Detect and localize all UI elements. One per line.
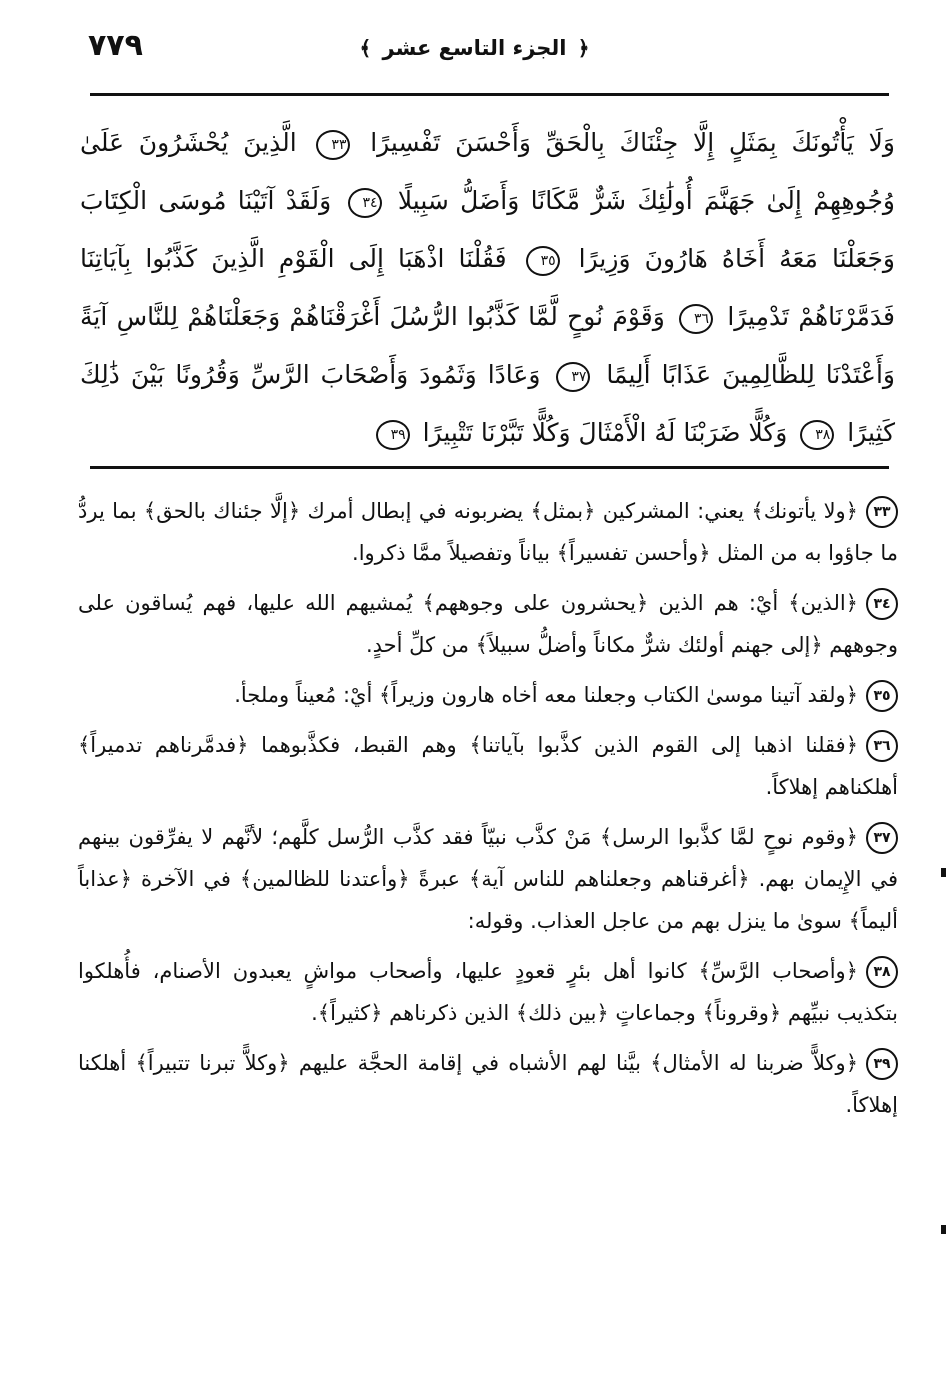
aya-number-marker: ٣٦ <box>679 304 713 334</box>
note-text: ﴿وكلاًّ ضربنا له الأمثال﴾ بيَّنا لهم الأشباه في إقامة الحجَّة عليهم ﴿وكلاًّ تبرنا تتبيراً﴾ أهلكنا إهلاكاً. <box>78 1051 898 1117</box>
aya-number-marker: ٣٣ <box>316 130 350 160</box>
note-text: ﴿وقوم نوحٍ لمَّا كذَّبوا الرسل﴾ مَنْ كذَّب نبيّاً فقد كذَّب الرُّسل كلَّهم؛ لأنَّهم لا يفرِّقون بينهم في الإِيمان بهم. ﴿أغرقناهم وجعلناهم للناس آية﴾ عبرةً ﴿وأعتدنا للظالمين﴾ في الآخرة ﴿عذاباً أليماً﴾ سوىٰ ما ينزل بهم من عاجل العذاب. وقوله: <box>78 825 898 933</box>
scan-edge-mark <box>941 1225 946 1234</box>
section-divider <box>90 466 889 469</box>
tafsir-note <box>78 724 898 808</box>
scan-edge-mark <box>941 868 946 877</box>
verse-text: الَّذِينَ يُحْشَرُونَ عَلَىٰ وُجُوهِهِمْ إِلَىٰ جَهَنَّمَ أُولَٰئِكَ شَرٌّ مَّكَانًا وَأَضَلُّ سَبِيلًا <box>80 128 895 215</box>
note-text: ﴿فقلنا اذهبا إلى القوم الذين كذَّبوا بآياتنا﴾ وهم القبط، فكذَّبوهما ﴿فدمَّرناهم تدميراً﴾ أهلكناهم إهلاكاً. <box>78 733 898 799</box>
note-text: ﴿ولقد آتينا موسىٰ الكتاب وجعلنا معه أخاه هارون وزيراً﴾ أيْ: مُعيناً وملجأ. <box>234 683 858 707</box>
header-rule <box>90 93 889 96</box>
header-ornament-left: ﴾ <box>359 36 372 60</box>
verse-text: وَقَوْمَ نُوحٍ لَّمَّا كَذَّبُوا الرُّسُلَ أَغْرَقْنَاهُمْ وَجَعَلْنَاهُمْ لِلنَّاسِ آيَةً وَأَعْتَدْنَا لِلظَّالِمِينَ عَذَابًا أَلِيمًا <box>80 302 895 389</box>
header-ornament-right: ﴿ <box>577 36 590 60</box>
tafsir-block <box>78 490 898 1134</box>
note-number-marker: ٣٧ <box>866 822 898 854</box>
tafsir-note <box>78 816 898 942</box>
tafsir-note <box>78 674 898 716</box>
note-number-marker: ٣٣ <box>866 496 898 528</box>
aya-number-marker: ٣٩ <box>376 420 410 450</box>
note-number-marker: ٣٥ <box>866 680 898 712</box>
verse-text: وَعَادًا وَثَمُودَ وَأَصْحَابَ الرَّسِّ وَقُرُونًا بَيْنَ ذَٰلِكَ كَثِيرًا <box>80 360 895 447</box>
aya-number-marker: ٣٧ <box>556 362 590 392</box>
aya-number-marker: ٣٨ <box>800 420 834 450</box>
running-header <box>0 36 949 60</box>
verse-text: وَكُلًّا ضَرَبْنَا لَهُ الْأَمْثَالَ وَكُلًّا تَبَّرْنَا تَتْبِيرًا <box>422 418 788 447</box>
note-number-marker: ٣٤ <box>866 588 898 620</box>
verse-text: وَلَا يَأْتُونَكَ بِمَثَلٍ إِلَّا جِئْنَاكَ بِالْحَقِّ وَأَحْسَنَ تَفْسِيرًا <box>370 128 895 157</box>
note-number-marker: ٣٨ <box>866 956 898 988</box>
note-text: ﴿الذين﴾ أيْ: هم الذين ﴿يحشرون على وجوههم﴾ يُمشيهم الله عليها، فهم يُساقون على وجوههم ﴿إلى جهنم أولئك شرٌّ مكاناً وأضلُّ سبيلاً﴾ من كلِّ أحدٍ. <box>78 591 898 657</box>
tafsir-note <box>78 950 898 1034</box>
note-text: ﴿وأصحاب الرَّسِّ﴾ كانوا أهل بئرٍ قعودٍ عليها، وأصحاب مواشٍ يعبدون الأصنام، فأُهلكوا بتكذيب نبيِّهم ﴿وقروناً﴾ وجماعاتٍ ﴿بين ذلك﴾ الذين ذكرناهم ﴿كثيراً﴾. <box>78 959 898 1025</box>
note-text: ﴿ولا يأتونك﴾ يعني: المشركين ﴿بمثل﴾ يضربونه في إبطال أمرك ﴿إلَّا جئناك بالحق﴾ بما يردُّ ما جاؤوا به من المثل ﴿وأحسن تفسيراً﴾ بياناً وتفصيلاً ممَّا ذكروا. <box>78 499 898 565</box>
aya-number-marker: ٣٥ <box>526 246 560 276</box>
note-number-marker: ٣٩ <box>866 1048 898 1080</box>
tafsir-note <box>78 1042 898 1126</box>
tafsir-note <box>78 490 898 574</box>
verse-text: وَلَقَدْ آتَيْنَا مُوسَى الْكِتَابَ وَجَعَلْنَا مَعَهُ أَخَاهُ هَارُونَ وَزِيرًا <box>80 186 896 273</box>
note-number-marker: ٣٦ <box>866 730 898 762</box>
verse-text: فَقُلْنَا اذْهَبَا إِلَى الْقَوْمِ الَّذِينَ كَذَّبُوا بِآيَاتِنَا فَدَمَّرْنَاهُمْ تَدْمِيرًا <box>80 244 895 331</box>
quran-text-block <box>80 114 895 462</box>
tafsir-note <box>78 582 898 666</box>
header-title: الجزء التاسع عشر <box>382 36 567 60</box>
page-number: ٧٧٩ <box>88 28 143 63</box>
aya-number-marker: ٣٤ <box>348 188 382 218</box>
